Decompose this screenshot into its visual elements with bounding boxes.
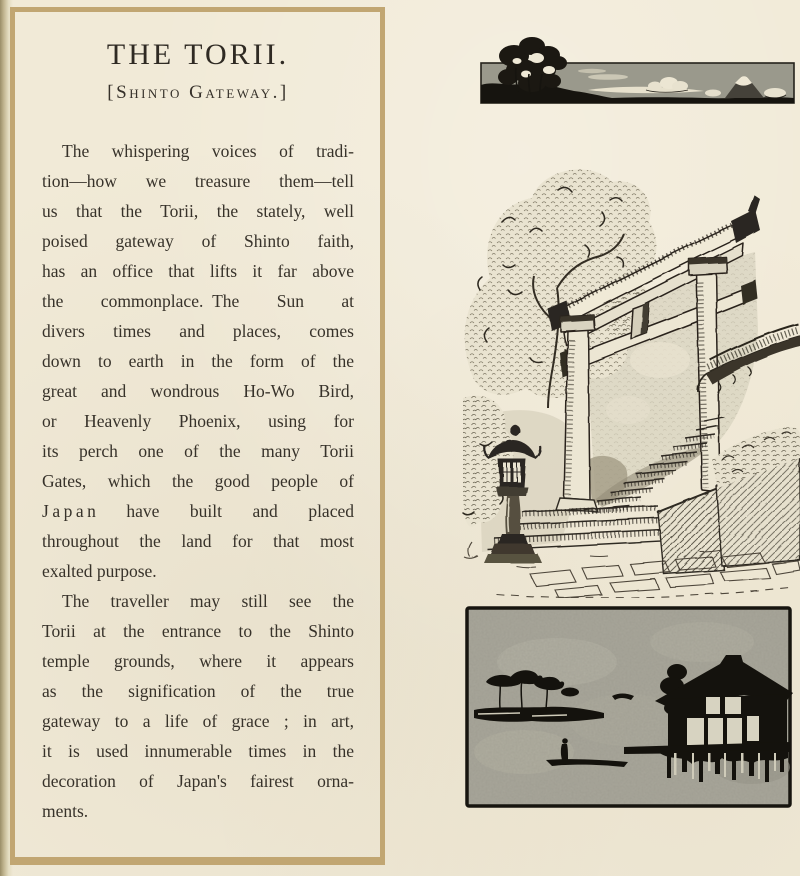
text-line: has an office that lifts it far above: [42, 261, 354, 281]
page-title: THE TORII.: [106, 38, 290, 71]
text-line: throughout the land for that most: [42, 531, 354, 551]
text-line: or Heavenly Phoenix, using for: [42, 411, 354, 431]
banner-illustration: [470, 30, 800, 115]
text-line: poised gateway of Shinto faith,: [42, 231, 354, 251]
left-pillar: [564, 328, 590, 500]
text-line: as the signification of the true: [42, 681, 354, 701]
text-line: decoration of Japan's fairest orna-: [42, 771, 354, 791]
text-line: temple grounds, where it appears: [42, 651, 354, 671]
text-line: divers times and places, comes: [42, 321, 354, 341]
text-line: ments.: [42, 801, 89, 821]
text-line: the commonplace. The Sun at: [42, 291, 354, 311]
text-line: gateway to a life of grace ; in art,: [42, 711, 354, 731]
text-line: down to earth in the form of the: [42, 351, 354, 371]
text-line: The whispering voices of tradi-: [62, 141, 354, 161]
banner-tree: [498, 37, 567, 92]
text-line: Gates, which the good people of: [42, 471, 354, 491]
text-line: it is used innumerable times in the: [42, 741, 354, 761]
text-line: exalted purpose.: [42, 561, 157, 581]
text-line: great and wondrous Ho-Wo Bird,: [42, 381, 354, 401]
torii-illustration: [460, 160, 800, 598]
page-subtitle: [Shinto Gateway.]: [107, 82, 289, 103]
text-line: The traveller may still see the: [62, 591, 354, 611]
text-line: J a p a n have built and placed: [42, 501, 354, 521]
text-line: its perch one of the many Torii: [42, 441, 354, 461]
body-text: [42, 136, 354, 826]
silhouette-illustration: [462, 602, 795, 812]
text-line: Torii at the entrance to the Shinto: [42, 621, 354, 641]
text-line: us that the Torii, the stately, well: [42, 201, 354, 221]
text-line: tion—how we treasure them—tell: [42, 171, 354, 191]
